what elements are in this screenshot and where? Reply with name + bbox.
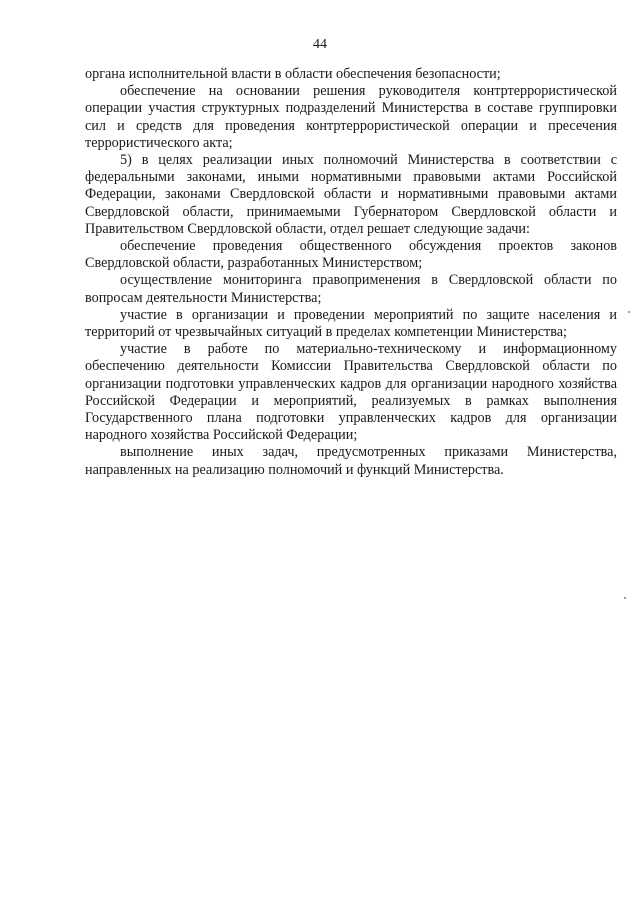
paragraph-continuation: органа исполнительной власти в области обеспечения безопасности; <box>85 66 501 82</box>
paragraph-emergency-protection: участие в организации и проведении мероприятий по защите населения и территорий от чрезвычайных ситуаций в пределах компетенции Министерства; <box>85 306 617 341</box>
paragraph-other-tasks: выполнение иных задач, предусмотренных приказами Министерства, направленных на реализацию полномочий и функций Министерства. <box>85 444 617 478</box>
paragraph-commission-support: участие в работе по материально-техническому и информационному обеспечению деятельности Комиссии Правительства Свердловской области по организации подготовки управленческих кадров для организации народного хозяйства Российской Федерации и мероприятий, реализуемых в рамках выполнения Государственного плана подготовки управленческих кадров для организации народного хозяйства Российской Федерации; <box>85 341 617 444</box>
paragraph-counter-terrorism: обеспечение на основании решения руководителя контртеррористической операции участия структурных подразделений Министерства в составе группировки сил и средств для проведения контртеррористической операции и пресечения террористического акта; <box>85 83 617 151</box>
scan-speck <box>624 597 626 599</box>
paragraph-public-discussion: обеспечение проведения общественного обсуждения проектов законов Свердловской области, разработанных Министерством; <box>85 238 617 272</box>
paragraph-item-5: 5) в целях реализации иных полномочий Министерства в соответствии с федеральными законами, иными нормативными правовыми актами Российской Федерации, законами Свердловской области и нормативными правовыми актами Свердловской области, принимаемыми Губернатором Свердловской области и Правительством Свердловской области, отдел решает следующие задачи: <box>85 152 617 237</box>
document-body <box>85 66 617 479</box>
paragraph-monitoring: осуществление мониторинга правоприменения в Свердловской области по вопросам деятельности Министерства; <box>85 272 617 306</box>
page-number: 44 <box>313 37 327 52</box>
scan-speck <box>628 311 630 313</box>
